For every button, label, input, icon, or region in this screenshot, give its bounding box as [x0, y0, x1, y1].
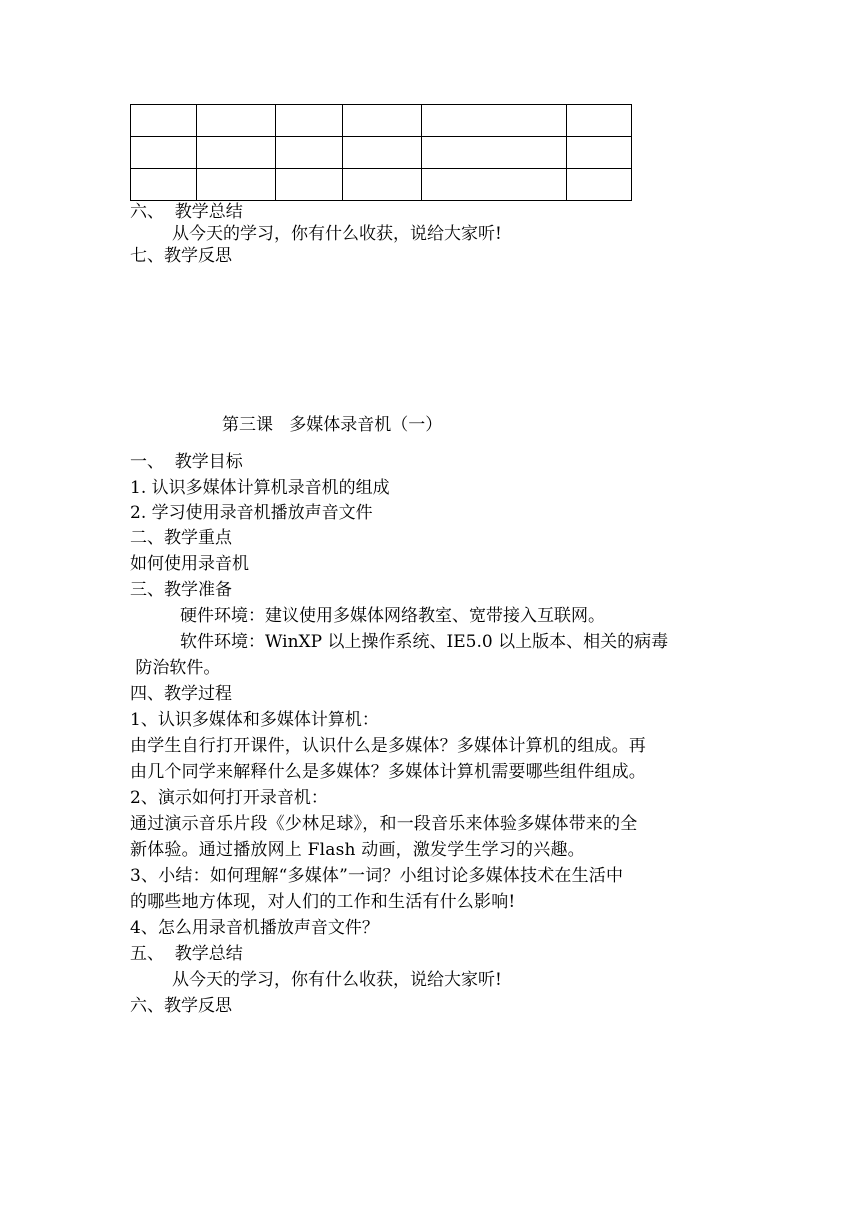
table-cell	[343, 169, 422, 201]
goal-item-1: 1. 认识多媒体计算机录音机的组成	[130, 478, 390, 498]
step2-heading: 2、演示如何打开录音机：	[130, 788, 328, 808]
table-cell	[276, 137, 343, 169]
summary-heading: 五、 教学总结	[130, 944, 243, 964]
table-cell	[131, 169, 197, 201]
step3-line-2: 的哪些地方体现，对人们的工作和生活有什么影响!	[130, 892, 516, 912]
table-cell	[276, 169, 343, 201]
step2-line-1: 通过演示音乐片段《少林足球》，和一段音乐来体验多媒体带来的全	[130, 814, 638, 834]
step1-line-2: 由几个同学来解释什么是多媒体？多媒体计算机需要哪些组件组成。	[130, 762, 646, 782]
prev-summary-heading: 六、 教学总结	[130, 202, 243, 222]
table-cell	[422, 169, 567, 201]
goal-heading: 一、 教学目标	[130, 452, 243, 472]
step1-line-1: 由学生自行打开课件，认识什么是多媒体？多媒体计算机的组成。再	[130, 736, 646, 756]
summary-text: 从今天的学习，你有什么收获，说给大家听!	[172, 970, 502, 990]
table-cell	[131, 105, 197, 137]
table-cell	[197, 169, 276, 201]
table-row	[131, 105, 632, 137]
table-row	[131, 137, 632, 169]
software-env-line-1: 软件环境：WinXP 以上操作系统、IE5.0 以上版本、相关的病毒	[180, 632, 669, 652]
focus-text: 如何使用录音机	[130, 554, 249, 574]
process-heading: 四、教学过程	[130, 684, 232, 704]
hardware-env: 硬件环境：建议使用多媒体网络教室、宽带接入互联网。	[180, 606, 605, 626]
table-cell	[197, 105, 276, 137]
reflection-heading: 六、教学反思	[130, 996, 232, 1016]
table-cell	[422, 137, 567, 169]
step1-heading: 1、认识多媒体和多媒体计算机：	[130, 710, 379, 730]
step3-line-1: 3、小结：如何理解“多媒体”一词？小组讨论多媒体技术在生活中	[130, 866, 624, 886]
lesson-title: 第三课 多媒体录音机（一）	[222, 415, 443, 435]
table-cell	[567, 137, 632, 169]
software-env-line-2: 防治软件。	[130, 658, 221, 678]
table-cell	[567, 169, 632, 201]
table-cell	[343, 105, 422, 137]
table-cell	[567, 105, 632, 137]
prev-reflection-heading: 七、教学反思	[130, 246, 232, 266]
record-table	[130, 104, 632, 201]
table-cell	[131, 137, 197, 169]
focus-heading: 二、教学重点	[130, 528, 232, 548]
table-cell	[197, 137, 276, 169]
step4-heading: 4、怎么用录音机播放声音文件？	[130, 918, 379, 938]
table-cell	[343, 137, 422, 169]
prev-summary-text: 从今天的学习，你有什么收获，说给大家听!	[172, 224, 502, 244]
prep-heading: 三、教学准备	[130, 580, 232, 600]
goal-item-2: 2. 学习使用录音机播放声音文件	[130, 503, 373, 523]
table-cell	[422, 105, 567, 137]
table-cell	[276, 105, 343, 137]
table-row	[131, 169, 632, 201]
step2-line-2: 新体验。通过播放网上 Flash 动画，激发学生学习的兴趣。	[130, 840, 585, 860]
